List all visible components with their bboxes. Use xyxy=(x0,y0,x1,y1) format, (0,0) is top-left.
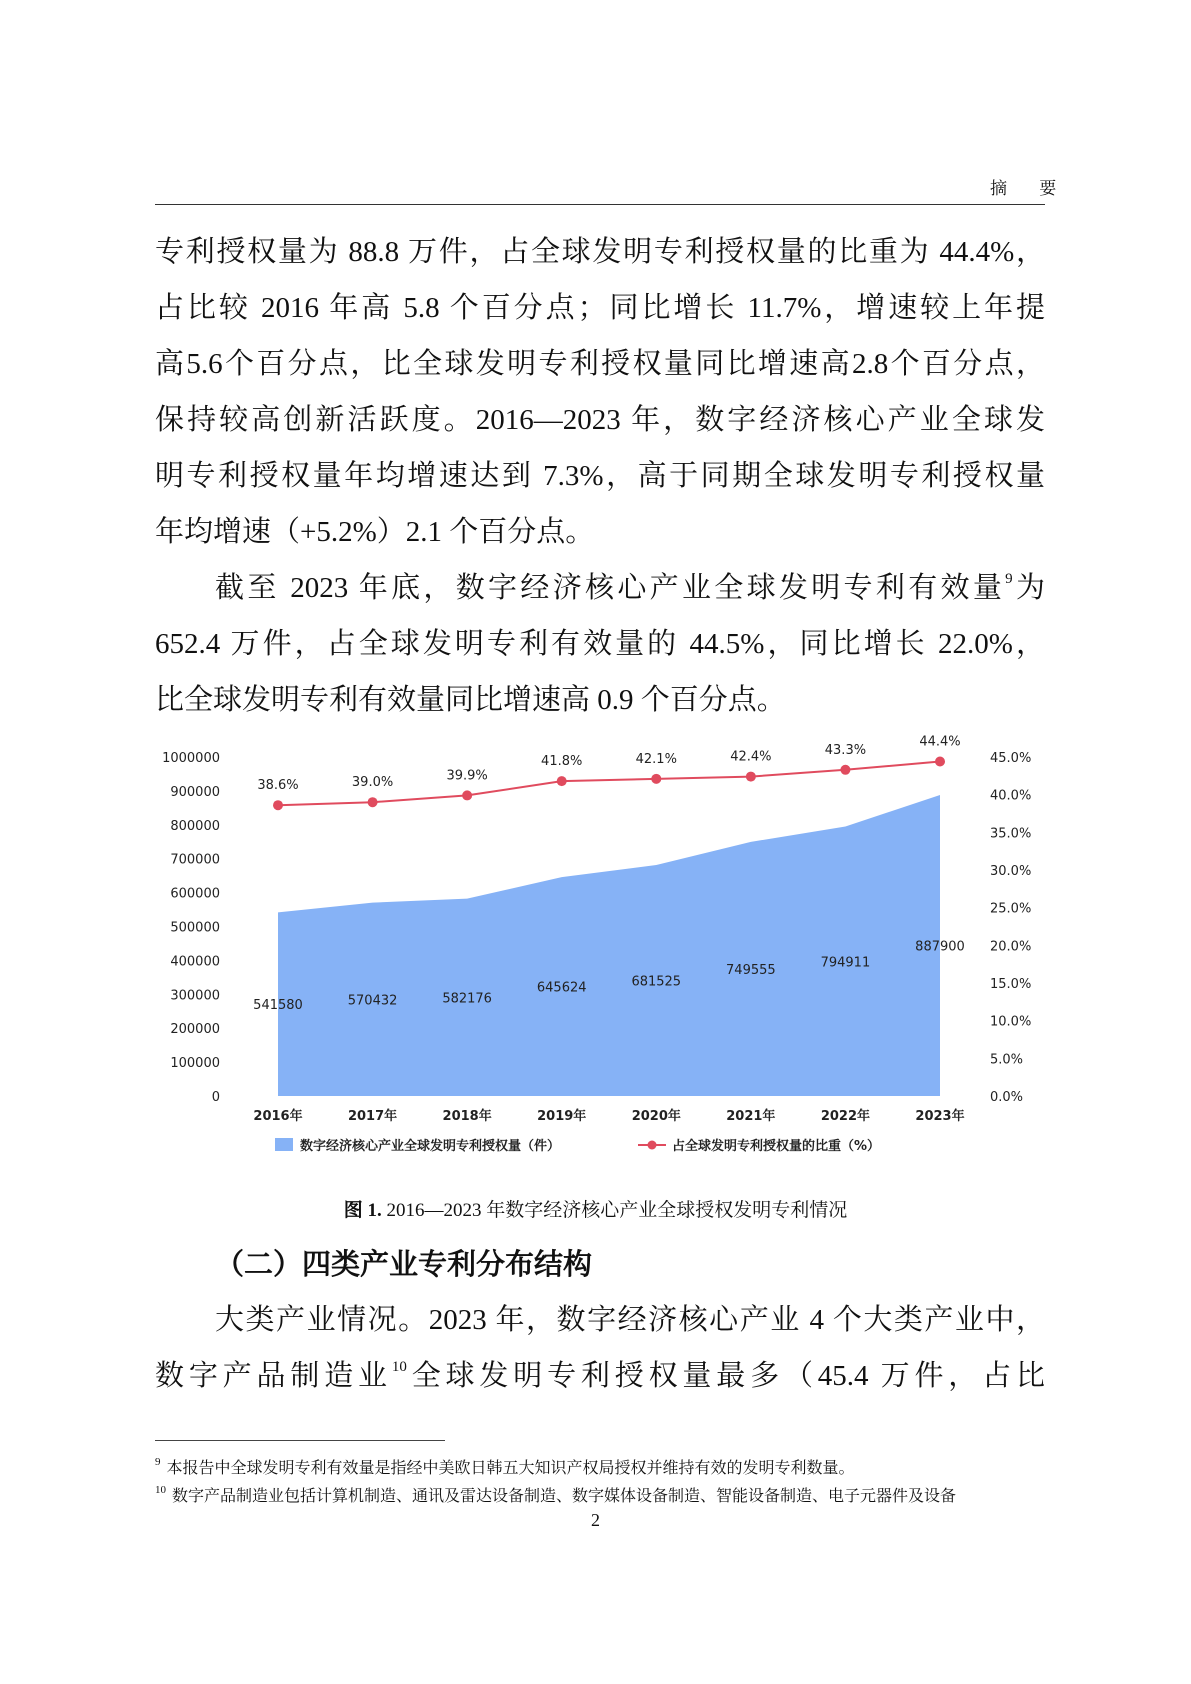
legend-swatch-point xyxy=(648,1141,657,1150)
area-data-label: 794911 xyxy=(820,955,871,971)
right-axis-tick: 5.0% xyxy=(990,1052,1024,1068)
right-axis-tick: 45.0% xyxy=(990,751,1032,766)
area-data-label: 570432 xyxy=(347,993,398,1009)
footnote-text: 数字产品制造业包括计算机制造、通讯及雷达设备制造、数字媒体设备制造、智能设备制造、电子元器件及设备 xyxy=(172,1488,957,1505)
line-data-label: 41.8% xyxy=(541,754,583,770)
x-axis-tick: 2017年 xyxy=(347,1109,398,1124)
caption-text: 2016—2023 年数字经济核心产业全球授权发明专利情况 xyxy=(386,1200,848,1221)
line-data-label: 44.4% xyxy=(919,734,961,750)
left-axis-tick: 100000 xyxy=(170,1056,220,1072)
footnote-ref: 10 xyxy=(391,1359,407,1375)
section-heading: （二）四类产业专利分布结构 xyxy=(215,1249,593,1281)
body-line: 明专利授权量年均增速达到 7.3%，高于同期全球发明专利授权量 xyxy=(155,460,1045,492)
x-axis-tick: 2021年 xyxy=(726,1109,776,1124)
body-line: 高5.6个百分点，比全球发明专利授权量同比增速高2.8个百分点， xyxy=(155,348,1045,380)
right-axis-tick: 35.0% xyxy=(990,826,1032,842)
legend-label-area: 数字经济核心产业全球发明专利授权量（件） xyxy=(300,1139,561,1154)
header-rule xyxy=(155,204,1045,205)
line-point xyxy=(557,776,567,786)
body-text: 截至 2023 年底，数字经济核心产业全球发明专利有效量 xyxy=(215,572,1006,604)
line-point xyxy=(651,774,661,784)
line-point xyxy=(746,772,756,782)
right-axis-tick: 15.0% xyxy=(990,977,1032,992)
body-line xyxy=(215,1300,1045,1340)
body-text: 全球发明专利授权量最多（45.4 万件，占比 xyxy=(406,1360,1045,1392)
left-axis-tick: 1000000 xyxy=(162,751,220,766)
footnote-text: 本报告中全球发明专利有效量是指经中美欧日韩五大知识产权局授权并维持有效的发明专利数量。 xyxy=(166,1460,855,1477)
right-axis-tick: 0.0% xyxy=(990,1090,1024,1105)
left-axis-tick: 700000 xyxy=(170,852,220,868)
left-axis-tick: 0 xyxy=(211,1090,220,1105)
patent-chart xyxy=(0,730,1191,1170)
body-line: 比全球发明专利有效量同比增速高 0.9 个百分点。 xyxy=(155,684,786,716)
left-axis-tick: 500000 xyxy=(170,920,220,936)
line-point xyxy=(273,800,283,810)
body-line xyxy=(155,1356,1045,1396)
line-data-label: 43.3% xyxy=(824,742,867,758)
right-axis-tick: 25.0% xyxy=(990,901,1032,917)
lead-text: 大类产业情况。 xyxy=(215,1304,429,1336)
x-axis-tick: 2016年 xyxy=(253,1109,303,1124)
left-axis-tick: 200000 xyxy=(170,1022,220,1038)
right-axis-tick: 30.0% xyxy=(990,864,1032,879)
legend-swatch-area xyxy=(275,1138,293,1151)
left-axis-tick: 400000 xyxy=(170,954,220,970)
left-axis-tick: 300000 xyxy=(170,988,220,1004)
right-axis-tick: 40.0% xyxy=(990,788,1032,804)
area-data-label: 681525 xyxy=(631,974,682,990)
body-line: 专利授权量为 88.8 万件，占全球发明专利授权量的比重为 44.4%， xyxy=(155,236,1045,268)
line-data-label: 38.6% xyxy=(257,778,299,794)
caption-label: 图 1. xyxy=(343,1200,382,1221)
line-point xyxy=(368,797,378,807)
body-line: 年均增速（+5.2%）2.1 个百分点。 xyxy=(155,516,595,548)
body-text: 为 xyxy=(1012,572,1045,604)
area-series xyxy=(278,795,940,1096)
x-axis-tick: 2023年 xyxy=(915,1109,965,1124)
left-axis-tick: 900000 xyxy=(170,784,220,800)
figure-caption xyxy=(0,1195,1191,1222)
footnote-number: 9 xyxy=(155,1456,161,1468)
area-data-label: 582176 xyxy=(442,991,492,1007)
running-header: 摘 要 xyxy=(990,179,1071,198)
line-point xyxy=(935,757,945,767)
body-line: 占比较 2016 年高 5.8 个百分点；同比增长 11.7%，增速较上年提 xyxy=(155,292,1045,324)
left-axis-tick: 800000 xyxy=(170,818,220,834)
footnote xyxy=(155,1483,956,1506)
body-text: 2023 年，数字经济核心产业 4 个大类产业中， xyxy=(428,1304,1045,1336)
legend-label-line: 占全球发明专利授权量的比重（%） xyxy=(672,1139,881,1154)
footnote-rule xyxy=(155,1440,445,1441)
x-axis-tick: 2022年 xyxy=(820,1109,871,1124)
body-line: 保持较高创新活跃度。2016—2023 年，数字经济核心产业全球发 xyxy=(155,404,1045,436)
x-axis-tick: 2019年 xyxy=(537,1109,587,1124)
line-data-label: 39.9% xyxy=(446,768,488,784)
body-line xyxy=(215,568,1045,608)
footnote-number: 10 xyxy=(155,1484,166,1496)
body-line: 652.4 万件，占全球发明专利有效量的 44.5%，同比增长 22.0%， xyxy=(155,628,1045,660)
footnote-ref: 9 xyxy=(1005,571,1013,587)
page-number: 2 xyxy=(591,1510,600,1530)
line-data-label: 39.0% xyxy=(351,775,394,791)
line-data-label: 42.1% xyxy=(635,751,677,767)
left-axis-tick: 600000 xyxy=(170,886,220,902)
area-data-label: 887900 xyxy=(915,939,965,955)
area-data-label: 541580 xyxy=(253,998,303,1014)
line-point xyxy=(840,765,850,775)
area-data-label: 749555 xyxy=(726,962,776,978)
right-axis-tick: 20.0% xyxy=(990,939,1032,955)
line-point xyxy=(462,790,472,800)
right-axis-tick: 10.0% xyxy=(990,1014,1032,1030)
line-data-label: 42.4% xyxy=(730,749,772,765)
area-data-label: 645624 xyxy=(536,980,587,996)
body-text: 数字产品制造业 xyxy=(155,1360,392,1392)
footnote xyxy=(155,1455,855,1478)
x-axis-tick: 2018年 xyxy=(442,1109,492,1124)
x-axis-tick: 2020年 xyxy=(631,1109,681,1124)
